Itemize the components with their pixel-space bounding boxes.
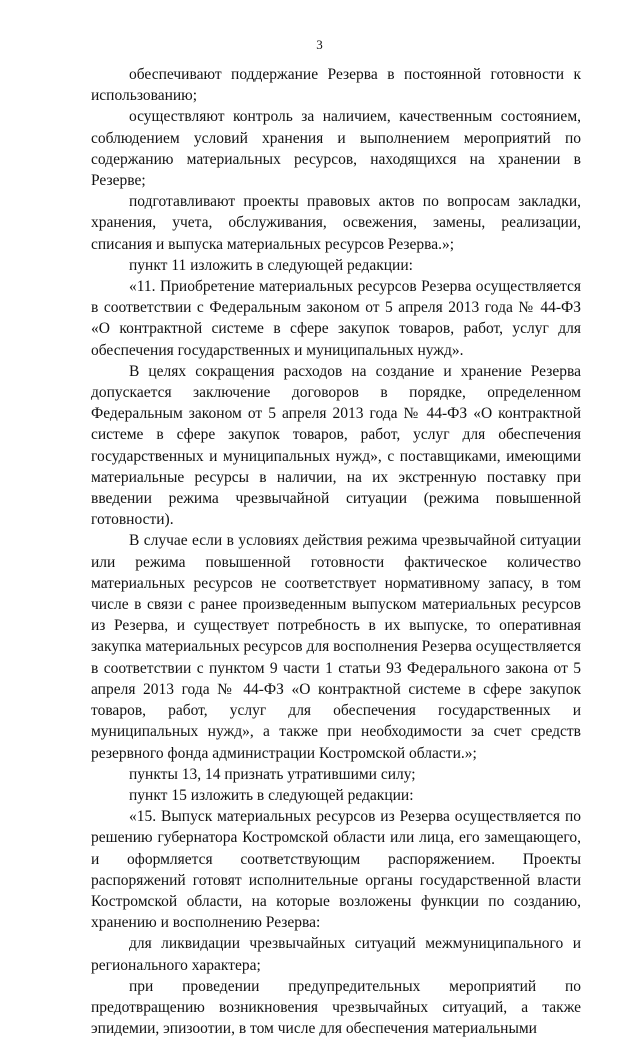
paragraph-2: осуществляют контроль за наличием, качественным состоянием, соблюдением условий хранения и выполнением мероприятий по содержанию материальных ресурсов, находящихся на хранении в Резерве; [91, 108, 581, 190]
paragraph-1: обеспечивают поддержание Резерва в постоянной готовности к использованию; [91, 66, 581, 105]
paragraph-6: В целях сокращения расходов на создание и хранение Резерва допускается заключение договоров в порядке, определенном Федеральным законом от 5 апреля 2013 года № 44-ФЗ «О контрактной системе в сфере закупок товаров, работ, услуг для обеспечения государственных и муниципальных нужд», с поставщиками, имеющими материальные ресурсы в наличии, на их экстренную поставку при введении режима чрезвычайной ситуации (режима повышенной готовности). [91, 362, 581, 529]
paragraph-4: пункт 11 изложить в следующей редакции: [129, 256, 413, 274]
page-number: 3 [316, 37, 323, 52]
paragraph-7: В случае если в условиях действия режима чрезвычайной ситуации или режима повышенной готовности фактическое количество материальных ресурсов не соответствует нормативному запасу, в том числе в связи с ранее произведенным выпуском материальных ресурсов из Резерва, и существует потребность в их выпуске, то оперативная закупка материальных ресурсов для восполнения Резерва осуществляется в соответствии с пунктом 9 части 1 статьи 93 Федерального закона от 5 апреля 2013 года № 44-ФЗ «О контрактной системе в сфере закупок товаров, работ, услуг для обеспечения государственных и муниципальных нужд», а также при необходимости за счет средств резервного фонда администрации Костромской области.»; [91, 532, 582, 762]
paragraph-9: пункт 15 изложить в следующей редакции: [129, 786, 414, 804]
document-body [91, 64, 581, 1039]
paragraph-12: при проведении предупредительных мероприятий по предотвращению возникновения чрезвычайных ситуаций, а также эпидемии, эпизоотии, в том числе для обеспечения материальными [91, 977, 581, 1038]
paragraph-5: «11. Приобретение материальных ресурсов Резерва осуществляется в соответствии с Федеральным законом от 5 апреля 2013 года № 44-ФЗ «О контрактной системе в сфере закупок товаров, работ, услуг для обеспечения государственных и муниципальных нужд». [91, 278, 581, 359]
paragraph-8: пункты 13, 14 признать утратившими силу; [129, 765, 416, 783]
paragraph-10: «15. Выпуск материальных ресурсов из Резерва осуществляется по решению губернатора Костромской области или лица, его замещающего, и оформляется соответствующим распоряжением. Проекты распоряжений готовят исполнительные органы государственной власти Костромской области, на которые возложены функции по созданию, хранению и восполнению Резерва: [91, 808, 581, 932]
paragraph-3: подготавливают проекты правовых актов по вопросам закладки, хранения, учета, обслуживания, освежения, замены, реализации, списания и выпуска материальных ресурсов Резерва.»; [91, 193, 581, 253]
paragraph-11: для ликвидации чрезвычайных ситуаций межмуниципального и регионального характера; [91, 935, 581, 974]
